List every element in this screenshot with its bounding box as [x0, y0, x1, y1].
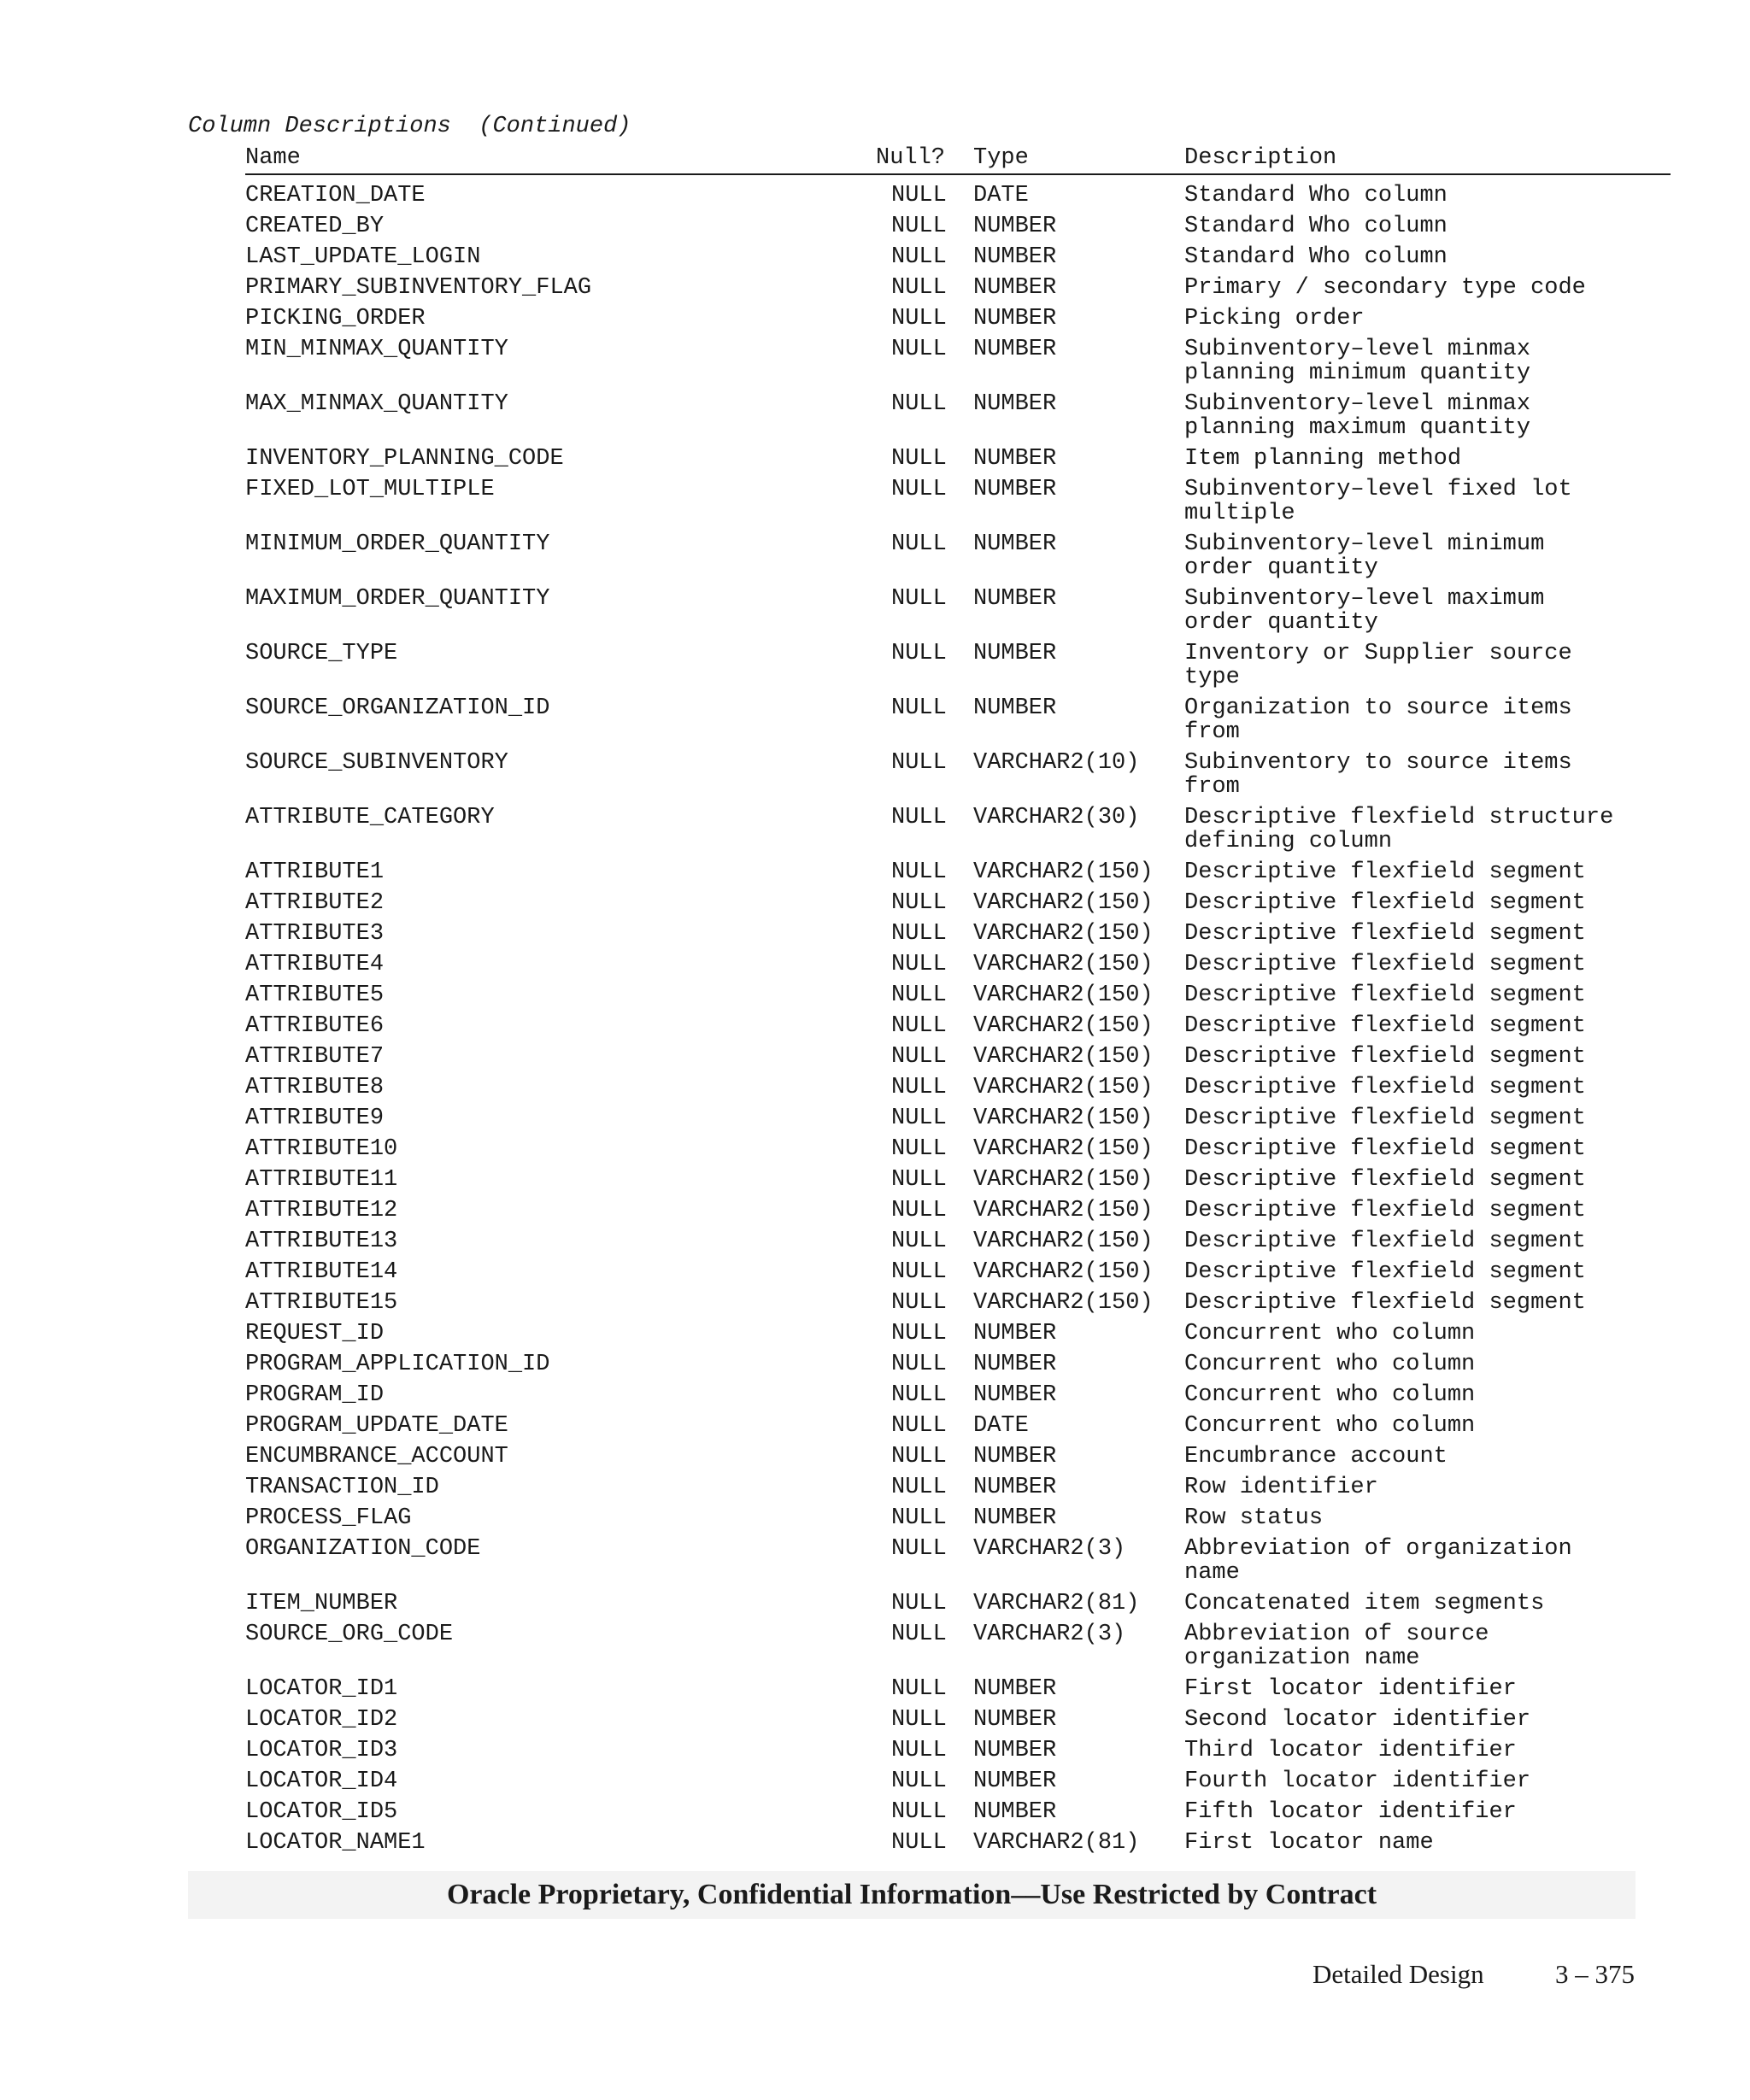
table-row: [245, 1704, 1671, 1735]
column-description: [1184, 696, 1572, 744]
column-description: [1184, 806, 1613, 853]
description-line: Descriptive flexfield segment: [1184, 921, 1586, 947]
description-line: Subinventory to source items: [1184, 750, 1572, 776]
column-description: [1184, 211, 1448, 242]
column-null: NULL: [891, 1830, 947, 1856]
column-null: NULL: [891, 244, 947, 270]
table-row: [245, 1735, 1671, 1766]
column-description: [1184, 1134, 1586, 1164]
column-description: [1184, 1411, 1475, 1441]
column-description: [1184, 478, 1572, 525]
column-type: VARCHAR2(150): [973, 1013, 1154, 1039]
column-null: NULL: [891, 1198, 947, 1223]
description-line: Descriptive flexfield segment: [1184, 1290, 1586, 1316]
description-line: Descriptive flexfield segment: [1184, 1013, 1586, 1039]
column-type: NUMBER: [973, 586, 1057, 612]
column-type: NUMBER: [973, 1799, 1057, 1825]
table-row: [245, 1072, 1671, 1103]
table-row: [245, 584, 1671, 638]
confidential-notice: Oracle Proprietary, Confidential Information––Use Restricted by Contract: [446, 1879, 1377, 1910]
column-description: [1184, 1072, 1586, 1103]
table-row: [245, 1411, 1671, 1441]
column-description: [1184, 1380, 1475, 1411]
column-name: ATTRIBUTE13: [245, 1229, 398, 1254]
column-description: [1184, 532, 1544, 580]
column-description: [1184, 242, 1448, 273]
column-null: NULL: [891, 890, 947, 916]
column-null: NULL: [891, 1707, 947, 1733]
column-name: ATTRIBUTE11: [245, 1167, 398, 1193]
description-line: Standard Who column: [1184, 183, 1448, 208]
table-row: [245, 529, 1671, 584]
column-null: NULL: [891, 214, 947, 239]
column-description: [1184, 1588, 1544, 1619]
column-type: NUMBER: [973, 1321, 1057, 1346]
column-null: NULL: [891, 586, 947, 612]
description-line: Row status: [1184, 1505, 1324, 1531]
table-row: [245, 1164, 1671, 1195]
description-line: Primary / secondary type code: [1184, 275, 1586, 301]
description-line: First locator identifier: [1184, 1676, 1517, 1702]
description-line: Subinventory–level minmax: [1184, 337, 1531, 362]
column-name: ATTRIBUTE3: [245, 921, 385, 947]
column-type: VARCHAR2(3): [973, 1536, 1126, 1562]
description-line: Fourth locator identifier: [1184, 1769, 1531, 1794]
column-type: NUMBER: [973, 391, 1057, 417]
column-name: ATTRIBUTE4: [245, 952, 385, 977]
column-description: [1184, 1164, 1586, 1195]
description-line: Subinventory–level minimum: [1184, 531, 1545, 557]
column-null: NULL: [891, 805, 947, 830]
column-type: NUMBER: [973, 695, 1057, 721]
column-name: ATTRIBUTE15: [245, 1290, 398, 1316]
column-name: FIXED_LOT_MULTIPLE: [245, 477, 495, 502]
column-null: NULL: [891, 1106, 947, 1131]
column-null: NULL: [891, 531, 947, 557]
column-name: ITEM_NUMBER: [245, 1591, 398, 1616]
column-type: VARCHAR2(150): [973, 1290, 1154, 1316]
column-null: NULL: [891, 183, 947, 208]
table-row: [245, 918, 1671, 949]
table-row: [245, 638, 1671, 693]
column-null: NULL: [891, 275, 947, 301]
column-description: [1184, 1622, 1489, 1670]
column-name: PROCESS_FLAG: [245, 1505, 412, 1531]
table-row: [245, 1441, 1671, 1472]
description-line: Descriptive flexfield structure: [1184, 805, 1614, 830]
column-null: NULL: [891, 391, 947, 417]
column-name: ATTRIBUTE2: [245, 890, 385, 916]
column-description: [1184, 1103, 1586, 1134]
column-null: NULL: [891, 477, 947, 502]
column-null: NULL: [891, 921, 947, 947]
description-line: Standard Who column: [1184, 214, 1448, 239]
column-type: VARCHAR2(150): [973, 983, 1154, 1008]
column-description: [1184, 1195, 1586, 1226]
column-name: LAST_UPDATE_LOGIN: [245, 244, 481, 270]
column-null: NULL: [891, 1591, 947, 1616]
description-line: Descriptive flexfield segment: [1184, 1136, 1586, 1162]
column-name: ATTRIBUTE7: [245, 1044, 385, 1070]
table-row: [245, 1226, 1671, 1257]
column-name: PROGRAM_UPDATE_DATE: [245, 1413, 508, 1439]
column-name: ATTRIBUTE9: [245, 1106, 385, 1131]
table-row: [245, 1472, 1671, 1503]
column-type: VARCHAR2(150): [973, 921, 1154, 947]
description-line: Inventory or Supplier source: [1184, 641, 1572, 666]
column-name: REQUEST_ID: [245, 1321, 385, 1346]
column-type: VARCHAR2(150): [973, 1229, 1154, 1254]
description-line: Standard Who column: [1184, 244, 1448, 270]
column-name: PROGRAM_APPLICATION_ID: [245, 1352, 550, 1377]
column-type: NUMBER: [973, 531, 1057, 557]
description-line: multiple: [1184, 501, 1295, 526]
description-line: Row identifier: [1184, 1475, 1378, 1500]
table-row: [245, 211, 1671, 242]
column-name: ATTRIBUTE6: [245, 1013, 385, 1039]
column-description: [1184, 1226, 1586, 1257]
column-type: NUMBER: [973, 1676, 1057, 1702]
table-row: [245, 1011, 1671, 1041]
description-line: Concurrent who column: [1184, 1352, 1476, 1377]
column-null: NULL: [891, 1321, 947, 1346]
description-line: Abbreviation of organization: [1184, 1536, 1572, 1562]
description-line: Descriptive flexfield segment: [1184, 1229, 1586, 1254]
column-description: [1184, 443, 1461, 474]
column-name: PROGRAM_ID: [245, 1382, 385, 1408]
table-row: [245, 1380, 1671, 1411]
description-line: order quantity: [1184, 610, 1378, 636]
column-name: TRANSACTION_ID: [245, 1475, 439, 1500]
column-name: LOCATOR_ID3: [245, 1738, 398, 1763]
column-name: MIN_MINMAX_QUANTITY: [245, 337, 508, 362]
column-name: LOCATOR_ID2: [245, 1707, 398, 1733]
description-line: Third locator identifier: [1184, 1738, 1517, 1763]
column-description: [1184, 1011, 1586, 1041]
column-type: NUMBER: [973, 1352, 1057, 1377]
column-name: INVENTORY_PLANNING_CODE: [245, 446, 564, 472]
column-type: VARCHAR2(10): [973, 750, 1140, 776]
description-line: Concatenated item segments: [1184, 1591, 1545, 1616]
table-row: [245, 1195, 1671, 1226]
table-row: [245, 443, 1671, 474]
column-null: NULL: [891, 1505, 947, 1531]
column-null: NULL: [891, 1044, 947, 1070]
table-row: [245, 1318, 1671, 1349]
column-name: PRIMARY_SUBINVENTORY_FLAG: [245, 275, 592, 301]
column-type: NUMBER: [973, 1382, 1057, 1408]
column-null: NULL: [891, 306, 947, 331]
description-line: organization name: [1184, 1645, 1420, 1671]
table-row: [245, 1827, 1671, 1858]
column-type: NUMBER: [973, 641, 1057, 666]
column-type: NUMBER: [973, 1707, 1057, 1733]
column-description: [1184, 392, 1530, 440]
column-table-body: [245, 180, 1671, 1858]
page-number: 3 – 375: [1555, 1959, 1635, 1989]
description-line: Descriptive flexfield segment: [1184, 1259, 1586, 1285]
column-type: VARCHAR2(150): [973, 1075, 1154, 1100]
column-null: NULL: [891, 1259, 947, 1285]
column-name: MAXIMUM_ORDER_QUANTITY: [245, 586, 550, 612]
column-description: [1184, 1441, 1448, 1472]
column-name: LOCATOR_ID5: [245, 1799, 398, 1825]
table-row: [245, 1134, 1671, 1164]
description-line: planning minimum quantity: [1184, 361, 1531, 386]
column-type: NUMBER: [973, 275, 1057, 301]
column-type: VARCHAR2(150): [973, 1106, 1154, 1131]
description-line: name: [1184, 1560, 1240, 1586]
description-line: from: [1184, 774, 1240, 800]
header-description: Description: [1184, 145, 1337, 171]
column-name: ATTRIBUTE12: [245, 1198, 398, 1223]
column-null: NULL: [891, 1136, 947, 1162]
table-row: [245, 1619, 1671, 1674]
column-description: [1184, 303, 1365, 334]
column-type: NUMBER: [973, 306, 1057, 331]
column-type: VARCHAR2(30): [973, 805, 1140, 830]
description-line: from: [1184, 719, 1240, 745]
table-row: [245, 1349, 1671, 1380]
column-null: NULL: [891, 446, 947, 472]
description-line: Subinventory–level fixed lot: [1184, 477, 1572, 502]
page-section-title: Detailed Design: [1312, 1959, 1484, 1989]
column-null: NULL: [891, 983, 947, 1008]
column-name: ATTRIBUTE10: [245, 1136, 398, 1162]
description-line: Descriptive flexfield segment: [1184, 1167, 1586, 1193]
column-null: NULL: [891, 859, 947, 885]
column-type: VARCHAR2(150): [973, 1259, 1154, 1285]
table-row: [245, 334, 1671, 389]
column-type: NUMBER: [973, 1769, 1057, 1794]
description-line: Concurrent who column: [1184, 1413, 1476, 1439]
column-name: LOCATOR_ID4: [245, 1769, 398, 1794]
column-null: NULL: [891, 1413, 947, 1439]
table-row: [245, 1534, 1671, 1588]
column-null: NULL: [891, 1382, 947, 1408]
column-description: [1184, 1318, 1475, 1349]
description-line: Subinventory–level maximum: [1184, 586, 1545, 612]
column-type: DATE: [973, 183, 1029, 208]
description-line: Picking order: [1184, 306, 1365, 331]
column-type: NUMBER: [973, 337, 1057, 362]
column-description: [1184, 1797, 1517, 1827]
column-description: [1184, 337, 1530, 385]
column-type: NUMBER: [973, 446, 1057, 472]
column-name: LOCATOR_ID1: [245, 1676, 398, 1702]
column-description: [1184, 888, 1586, 918]
column-type: NUMBER: [973, 1505, 1057, 1531]
table-row: [245, 1766, 1671, 1797]
column-description: [1184, 1041, 1586, 1072]
column-name: MAX_MINMAX_QUANTITY: [245, 391, 508, 417]
column-name: MINIMUM_ORDER_QUANTITY: [245, 531, 550, 557]
column-description: [1184, 857, 1586, 888]
description-line: order quantity: [1184, 555, 1378, 581]
column-type: NUMBER: [973, 214, 1057, 239]
column-name: ATTRIBUTE1: [245, 859, 385, 885]
column-type: VARCHAR2(81): [973, 1591, 1140, 1616]
column-type: VARCHAR2(3): [973, 1622, 1126, 1647]
column-null: NULL: [891, 1799, 947, 1825]
table-row: [245, 888, 1671, 918]
column-null: NULL: [891, 1013, 947, 1039]
column-null: NULL: [891, 1676, 947, 1702]
table-row: [245, 389, 1671, 443]
column-null: NULL: [891, 641, 947, 666]
column-type: VARCHAR2(150): [973, 1198, 1154, 1223]
description-line: Concurrent who column: [1184, 1321, 1476, 1346]
table-row: [245, 1103, 1671, 1134]
column-null: NULL: [891, 750, 947, 776]
column-name: SOURCE_ORGANIZATION_ID: [245, 695, 550, 721]
column-type: DATE: [973, 1413, 1029, 1439]
column-type: NUMBER: [973, 477, 1057, 502]
table-row: [245, 1041, 1671, 1072]
table-row: [245, 1588, 1671, 1619]
table-row: [245, 303, 1671, 334]
column-description: [1184, 980, 1586, 1011]
table-row: [245, 693, 1671, 748]
column-null: NULL: [891, 337, 947, 362]
table-row: [245, 1288, 1671, 1318]
description-line: Descriptive flexfield segment: [1184, 1044, 1586, 1070]
column-null: NULL: [891, 1622, 947, 1647]
column-description: [1184, 180, 1448, 211]
header-type: Type: [973, 145, 1029, 171]
column-name: LOCATOR_NAME1: [245, 1830, 426, 1856]
header-name: Name: [245, 145, 301, 171]
column-null: NULL: [891, 1290, 947, 1316]
column-null: NULL: [891, 1536, 947, 1562]
column-name: CREATION_DATE: [245, 183, 426, 208]
header-null: Null?: [876, 145, 946, 171]
table-row: [245, 1257, 1671, 1288]
description-line: Concurrent who column: [1184, 1382, 1476, 1408]
description-line: Subinventory–level minmax: [1184, 391, 1531, 417]
column-type: VARCHAR2(150): [973, 1136, 1154, 1162]
column-name: ATTRIBUTE_CATEGORY: [245, 805, 495, 830]
column-type: VARCHAR2(150): [973, 859, 1154, 885]
description-line: type: [1184, 665, 1240, 690]
table-row: [245, 273, 1671, 303]
column-description: [1184, 1472, 1378, 1503]
column-null: NULL: [891, 1475, 947, 1500]
column-type: NUMBER: [973, 244, 1057, 270]
column-null: NULL: [891, 1167, 947, 1193]
column-null: NULL: [891, 1352, 947, 1377]
column-description: [1184, 1537, 1572, 1585]
description-line: Descriptive flexfield segment: [1184, 1106, 1586, 1131]
table-row: [245, 180, 1671, 211]
column-description: [1184, 273, 1586, 303]
table-row: [245, 1797, 1671, 1827]
table-row: [245, 857, 1671, 888]
description-line: Second locator identifier: [1184, 1707, 1531, 1733]
column-name: ORGANIZATION_CODE: [245, 1536, 481, 1562]
column-null: NULL: [891, 695, 947, 721]
table-row: [245, 980, 1671, 1011]
column-description: [1184, 751, 1572, 799]
description-line: Fifth locator identifier: [1184, 1799, 1517, 1825]
column-description: [1184, 949, 1586, 980]
column-type: VARCHAR2(150): [973, 952, 1154, 977]
column-name: SOURCE_TYPE: [245, 641, 398, 666]
column-name: ENCUMBRANCE_ACCOUNT: [245, 1444, 508, 1469]
description-line: Descriptive flexfield segment: [1184, 1198, 1586, 1223]
column-description: [1184, 1288, 1586, 1318]
column-type: VARCHAR2(150): [973, 890, 1154, 916]
column-null: NULL: [891, 1229, 947, 1254]
table-row: [245, 1674, 1671, 1704]
column-description: [1184, 1257, 1586, 1288]
column-description: [1184, 1827, 1434, 1858]
description-line: planning maximum quantity: [1184, 415, 1531, 441]
column-name: SOURCE_SUBINVENTORY: [245, 750, 508, 776]
column-description: [1184, 587, 1544, 635]
description-line: Abbreviation of source: [1184, 1622, 1489, 1647]
column-type: VARCHAR2(150): [973, 1044, 1154, 1070]
column-null: NULL: [891, 1075, 947, 1100]
description-line: Descriptive flexfield segment: [1184, 1075, 1586, 1100]
column-description: [1184, 1349, 1475, 1380]
column-description: [1184, 1766, 1530, 1797]
description-line: Item planning method: [1184, 446, 1462, 472]
column-type: NUMBER: [973, 1475, 1057, 1500]
description-line: Descriptive flexfield segment: [1184, 952, 1586, 977]
column-description: [1184, 1735, 1517, 1766]
table-caption: Column Descriptions (Continued): [188, 114, 631, 139]
table-header: [245, 143, 1671, 175]
column-null: NULL: [891, 952, 947, 977]
column-description: [1184, 1704, 1530, 1735]
table-row: [245, 748, 1671, 802]
description-line: Descriptive flexfield segment: [1184, 983, 1586, 1008]
column-name: CREATED_BY: [245, 214, 385, 239]
column-name: PICKING_ORDER: [245, 306, 426, 331]
column-null: NULL: [891, 1769, 947, 1794]
column-name: ATTRIBUTE8: [245, 1075, 385, 1100]
description-line: Encumbrance account: [1184, 1444, 1448, 1469]
description-line: First locator name: [1184, 1830, 1434, 1856]
column-type: NUMBER: [973, 1738, 1057, 1763]
column-name: SOURCE_ORG_CODE: [245, 1622, 454, 1647]
column-description: [1184, 1674, 1517, 1704]
table-row: [245, 1503, 1671, 1534]
description-line: Descriptive flexfield segment: [1184, 859, 1586, 885]
table-row: [245, 949, 1671, 980]
description-line: defining column: [1184, 829, 1393, 854]
description-line: Descriptive flexfield segment: [1184, 890, 1586, 916]
table-row: [245, 802, 1671, 857]
column-null: NULL: [891, 1738, 947, 1763]
column-description: [1184, 642, 1572, 689]
table-row: [245, 474, 1671, 529]
description-line: Organization to source items: [1184, 695, 1572, 721]
column-description: [1184, 918, 1586, 949]
table-row: [245, 242, 1671, 273]
column-name: ATTRIBUTE5: [245, 983, 385, 1008]
column-type: VARCHAR2(150): [973, 1167, 1154, 1193]
column-null: NULL: [891, 1444, 947, 1469]
column-type: VARCHAR2(81): [973, 1830, 1140, 1856]
column-name: ATTRIBUTE14: [245, 1259, 398, 1285]
column-type: NUMBER: [973, 1444, 1057, 1469]
column-description: [1184, 1503, 1323, 1534]
